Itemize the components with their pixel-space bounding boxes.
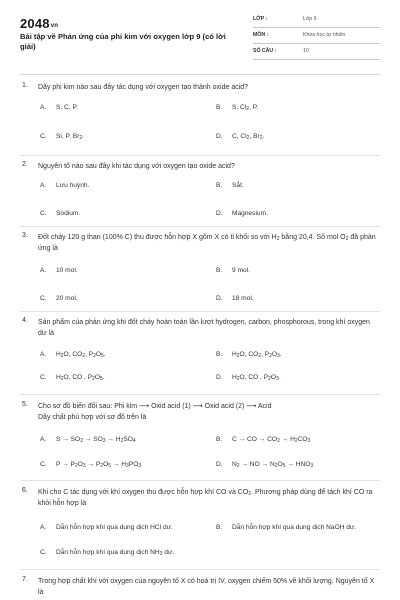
- option-letter: B.: [216, 351, 223, 358]
- option-letter: D.: [216, 374, 223, 381]
- option-letter: B.: [216, 182, 223, 189]
- option-text: Dẫn hỗn hợp khí qua dung dịch HCl dư.: [56, 524, 173, 531]
- option-text: Dẫn hỗn hợp khí qua dung dịch NaOH dư.: [232, 524, 357, 531]
- meta-key: SỐ CÂU :: [253, 48, 277, 54]
- option-letter: C.: [40, 210, 47, 217]
- option-letter: A.: [40, 267, 47, 274]
- answer-option[interactable]: [40, 351, 106, 358]
- meta-row-count: [253, 44, 380, 60]
- option-letter: B.: [216, 524, 223, 531]
- option-letter: B.: [216, 436, 223, 443]
- option-text: $S \to SO_2 \to SO_3 \to H_2SO_4$: [56, 436, 136, 444]
- answer-option[interactable]: [40, 104, 78, 111]
- option-text: $H_2O$, CO , $P_2O_3$.: [232, 374, 281, 382]
- worksheet-title: Bài tập về Phản ứng của phi kim với oxygen lớp 9 (có lời giải): [20, 32, 226, 51]
- option-text: C, $Cl_2$, $Br_2$.: [232, 133, 265, 141]
- answer-option[interactable]: [40, 436, 136, 443]
- question-text: Nguyên tố nào sau đây khi tác dụng với oxygen tạo oxide acid?: [38, 163, 235, 170]
- option-text: C → CO → $CO_2 \to H_2CO_3$: [232, 436, 311, 444]
- option-text: Sodium.: [56, 210, 81, 217]
- option-letter: B.: [216, 267, 223, 274]
- question-text: Trong hợp chất khí với oxygen của nguyên tố X có hoá trị IV, oxygen chiếm 50% về khối lượng. Nguyên tố X là: [38, 578, 375, 596]
- answer-option[interactable]: [216, 295, 254, 302]
- option-letter: A.: [40, 104, 47, 111]
- answer-option[interactable]: [216, 436, 310, 443]
- answer-option[interactable]: [216, 104, 258, 111]
- option-text: 10 mol.: [56, 267, 78, 274]
- option-text: $H_2O$, $CO_2$, $P_2O_5$.: [56, 351, 106, 359]
- question-divider: [20, 226, 380, 227]
- question-number: 4.: [22, 317, 28, 324]
- answer-option[interactable]: [216, 267, 250, 274]
- option-text: Si, P, $Br_2$.: [56, 133, 84, 141]
- meta-key: MÔN :: [253, 32, 269, 38]
- meta-table: [253, 12, 380, 60]
- question-divider: [20, 311, 380, 312]
- option-letter: C.: [40, 549, 47, 556]
- answer-option[interactable]: [40, 133, 84, 140]
- option-letter: A.: [40, 182, 47, 189]
- answer-option[interactable]: [216, 461, 313, 468]
- answer-option[interactable]: [40, 267, 78, 274]
- answer-option[interactable]: [216, 210, 268, 217]
- option-letter: D.: [216, 210, 223, 217]
- option-text: 9 mol.: [232, 267, 250, 274]
- option-text: $N_2$ → NO → $N_2O_5 \to HNO_3$: [232, 461, 314, 469]
- question-text: Đốt cháy 120 g than (100% C) thu được hỗn hợp X gồm X có tỉ khối so với $H_2$ bằng 20,4. Số mol $O_2$ đã phản ứng là: [38, 234, 376, 252]
- meta-value: Lớp 9: [303, 16, 317, 22]
- option-letter: A.: [40, 436, 47, 443]
- question-number: 3.: [22, 232, 28, 239]
- option-letter: C.: [40, 295, 47, 302]
- option-text: $H_2O$, $CO_2$, $P_2O_3$.: [232, 351, 282, 359]
- answer-option[interactable]: [40, 210, 80, 217]
- answer-option[interactable]: [40, 549, 174, 556]
- answer-option[interactable]: [216, 374, 281, 381]
- option-letter: C.: [40, 374, 47, 381]
- question-text: Cho sơ đồ biến đổi sau: Phi kim ⟶ Oxid acid (1) ⟶ Oxid acid (2) ⟶ Acid Dãy chất phù hợp với sơ đồ trên là: [38, 403, 272, 421]
- answer-option[interactable]: [216, 524, 356, 531]
- question-text: Dãy phi kim nào sau đây tác dụng với oxygen tạo thành oxide acid?: [38, 84, 249, 91]
- question-divider: [20, 569, 380, 570]
- option-text: S, $Cl_2$, P.: [232, 104, 259, 112]
- answer-option[interactable]: [216, 133, 264, 140]
- question-number: 1.: [22, 82, 28, 89]
- meta-row-grade: [253, 12, 380, 28]
- option-text: 20 mol.: [56, 295, 78, 302]
- option-letter: C.: [40, 461, 47, 468]
- option-text: Dẫn hỗn hợp khí qua dung dịch $NH_3$ dư.: [56, 549, 175, 557]
- question-divider: [20, 394, 380, 395]
- logo-text: 2048: [20, 16, 50, 31]
- meta-value: Khoa học tự nhiên: [303, 32, 346, 38]
- answer-option[interactable]: [40, 524, 173, 531]
- option-text: Magnesium.: [232, 210, 268, 217]
- meta-key: LỚP :: [253, 16, 268, 22]
- question-text: Sản phẩm của phản ứng khi đốt cháy hoàn toàn lần lượt hydrogen, carbon, phosphorous, trong khí oxygen dư là: [38, 319, 370, 337]
- option-letter: A.: [40, 524, 47, 531]
- option-letter: A.: [40, 351, 47, 358]
- answer-option[interactable]: [40, 182, 89, 189]
- question-divider: [20, 155, 380, 156]
- worksheet-header: [20, 10, 380, 68]
- question-text: Khi cho C tác dụng với khí oxygen thu được hỗn hợp khí CO và $CO_2$. Phương pháp dùng để tách khí CO ra khỏi hỗn hợp là: [38, 489, 373, 507]
- answer-option[interactable]: [40, 461, 141, 468]
- option-text: Sắt.: [232, 182, 244, 189]
- question-number: 6.: [22, 487, 28, 494]
- meta-value: 10: [303, 48, 309, 54]
- option-letter: D.: [216, 133, 223, 140]
- question-divider: [20, 480, 380, 481]
- option-text: Lưu huỳnh.: [56, 182, 90, 189]
- meta-row-subject: [253, 28, 380, 44]
- option-text: $P \to P_2O_3 \to P_2O_5 \to H_3PO_3$: [56, 461, 142, 469]
- option-text: 18 mol.: [232, 295, 254, 302]
- question-number: 5.: [22, 401, 28, 408]
- question-number: 7.: [22, 576, 28, 583]
- option-letter: D.: [216, 295, 223, 302]
- answer-option[interactable]: [216, 351, 282, 358]
- answer-option[interactable]: [40, 374, 105, 381]
- site-logo[interactable]: [20, 16, 58, 31]
- header-divider: [20, 74, 380, 75]
- option-text: $H_2O$, CO , $P_2O_5$.: [56, 374, 105, 382]
- option-text: S, C, P.: [56, 104, 78, 111]
- option-letter: D.: [216, 461, 223, 468]
- question-number: 2.: [22, 161, 28, 168]
- answer-option[interactable]: [40, 295, 78, 302]
- logo-suffix: vn: [50, 23, 59, 29]
- answer-option[interactable]: [216, 182, 244, 189]
- option-letter: C.: [40, 133, 47, 140]
- option-letter: B.: [216, 104, 223, 111]
